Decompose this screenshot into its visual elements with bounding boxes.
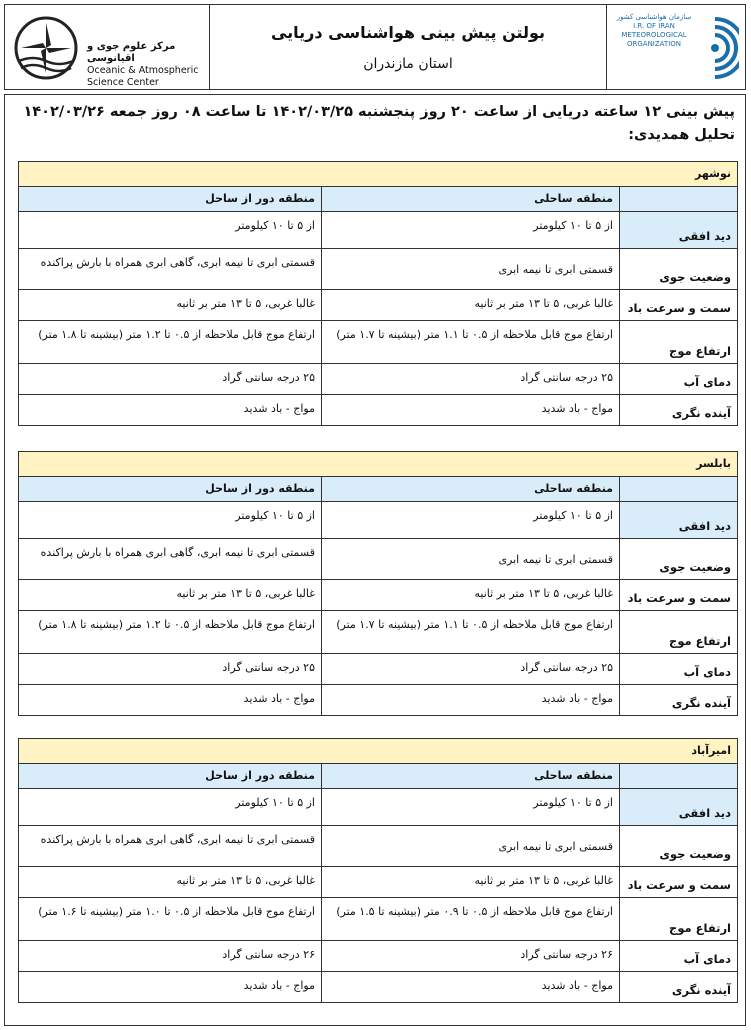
offshore-column-header: منطقه دور از ساحل <box>19 477 321 501</box>
column-header-row <box>19 187 737 212</box>
offshore-wave: ارتفاع موج قابل ملاحظه از ۰.۵ تا ۱.۰ متر (بیشینه تا ۱.۶ متر) <box>38 905 315 918</box>
row-label-visibility: دید افقی <box>619 212 737 248</box>
offshore-water-temp: ۲۵ درجه سانتی گراد <box>222 371 315 384</box>
row-label-outlook: آینده نگری <box>619 972 737 1002</box>
coastal-outlook: مواج - باد شدید <box>321 685 619 715</box>
row-label-wind: سمت و سرعت باد <box>619 867 737 897</box>
offshore-column-header: منطقه دور از ساحل <box>19 764 321 788</box>
coastal-visibility: از ۵ تا ۱۰ کیلومتر <box>321 212 619 248</box>
header-blank-cell <box>619 764 737 788</box>
row-label-visibility: دید افقی <box>619 502 737 538</box>
ocean-center-name-fa: مرکز علوم جوی و اقیانوسی <box>87 41 176 64</box>
coastal-wind: غالبا غربی، ۵ تا ۱۳ متر بر ثانیه <box>321 867 619 897</box>
coastal-wind: غالبا غربی، ۵ تا ۱۳ متر بر ثانیه <box>321 580 619 610</box>
met-org-block <box>607 5 745 89</box>
ocean-center-name-en-1: Oceanic & Atmospheric <box>87 65 199 76</box>
row-label-wind: سمت و سرعت باد <box>619 290 737 320</box>
met-org-name <box>615 13 693 49</box>
offshore-weather: قسمتی ابری تا نیمه ابری، گاهی ابری همراه با بارش پراکنده <box>40 546 315 559</box>
met-org-name-fa: سازمان هواشناسی کشور <box>616 13 692 21</box>
coastal-wave: ارتفاع موج قابل ملاحظه از ۰.۵ تا ۱.۱ متر (بیشینه تا ۱.۷ متر) <box>321 611 619 653</box>
offshore-visibility: از ۵ تا ۱۰ کیلومتر <box>235 219 315 232</box>
row-label-water-temp: دمای آب <box>619 654 737 684</box>
offshore-wave: ارتفاع موج قابل ملاحظه از ۰.۵ تا ۱.۲ متر (بیشینه تا ۱.۸ متر) <box>38 328 315 341</box>
met-org-name-en-3: ORGANIZATION <box>626 40 681 48</box>
ocean-center-block <box>5 5 210 89</box>
ocean-center-name-en-2: Science Center <box>87 77 159 88</box>
row-label-wind: سمت و سرعت باد <box>619 580 737 610</box>
row-label-wave: ارتفاع موج <box>619 611 737 653</box>
table-row-water-temp <box>19 364 737 395</box>
table-row-outlook <box>19 685 737 715</box>
offshore-wind: غالبا غربی، ۵ تا ۱۳ متر بر ثانیه <box>176 874 315 887</box>
station-table-babolsar <box>18 451 738 716</box>
offshore-outlook: مواج - باد شدید <box>243 402 315 415</box>
table-row-water-temp <box>19 941 737 972</box>
station-table-nowshahr <box>18 161 738 426</box>
coastal-water-temp: ۲۵ درجه سانتی گراد <box>321 364 619 394</box>
table-row-outlook <box>19 395 737 425</box>
met-org-name-en-2: METEOROLOGICAL <box>621 31 687 39</box>
offshore-outlook: مواج - باد شدید <box>243 692 315 705</box>
table-row-visibility <box>19 502 737 539</box>
met-org-name-en-1: I.R. OF IRAN <box>633 22 675 30</box>
row-label-weather: وضعیت جوی <box>619 826 737 866</box>
table-row-weather <box>19 826 737 867</box>
station-table-amirabad <box>18 738 738 1003</box>
row-label-wave: ارتفاع موج <box>619 898 737 940</box>
province-name: استان مازندران <box>363 56 453 72</box>
table-row-wind <box>19 580 737 611</box>
row-label-weather: وضعیت جوی <box>619 249 737 289</box>
coastal-visibility: از ۵ تا ۱۰ کیلومتر <box>321 789 619 825</box>
met-org-logo-icon <box>691 13 739 83</box>
ocean-center-logo-icon <box>13 15 79 81</box>
header-blank-cell <box>619 187 737 211</box>
row-label-outlook: آینده نگری <box>619 685 737 715</box>
row-label-wave: ارتفاع موج <box>619 321 737 363</box>
station-name: امیرآباد <box>19 739 737 764</box>
row-label-water-temp: دمای آب <box>619 941 737 971</box>
station-name: نوشهر <box>19 162 737 187</box>
coastal-weather: قسمتی ابری تا نیمه ابری <box>321 539 619 579</box>
table-row-weather <box>19 249 737 290</box>
column-header-row <box>19 477 737 502</box>
table-row-visibility <box>19 212 737 249</box>
bulletin-title: بولتن پیش بینی هواشناسی دریایی <box>270 23 546 42</box>
row-label-outlook: آینده نگری <box>619 395 737 425</box>
table-row-wave <box>19 321 737 364</box>
row-label-weather: وضعیت جوی <box>619 539 737 579</box>
coastal-water-temp: ۲۶ درجه سانتی گراد <box>321 941 619 971</box>
offshore-visibility: از ۵ تا ۱۰ کیلومتر <box>235 796 315 809</box>
coastal-weather: قسمتی ابری تا نیمه ابری <box>321 826 619 866</box>
coastal-weather: قسمتی ابری تا نیمه ابری <box>321 249 619 289</box>
header-blank-cell <box>619 477 737 501</box>
synoptic-analysis-label: تحلیل همدیدی: <box>628 127 735 143</box>
table-row-outlook <box>19 972 737 1002</box>
row-label-visibility: دید افقی <box>619 789 737 825</box>
coastal-wave: ارتفاع موج قابل ملاحظه از ۰.۵ تا ۰.۹ متر (بیشینه تا ۱.۵ متر) <box>321 898 619 940</box>
coastal-wind: غالبا غربی، ۵ تا ۱۳ متر بر ثانیه <box>321 290 619 320</box>
bulletin-header <box>4 4 746 90</box>
ocean-center-name <box>87 41 209 89</box>
coastal-column-header: منطقه ساحلی <box>321 477 619 501</box>
table-row-wind <box>19 867 737 898</box>
offshore-wind: غالبا غربی، ۵ تا ۱۳ متر بر ثانیه <box>176 587 315 600</box>
column-header-row <box>19 764 737 789</box>
table-row-water-temp <box>19 654 737 685</box>
title-block <box>210 5 607 89</box>
coastal-outlook: مواج - باد شدید <box>321 395 619 425</box>
coastal-visibility: از ۵ تا ۱۰ کیلومتر <box>321 502 619 538</box>
offshore-wind: غالبا غربی، ۵ تا ۱۳ متر بر ثانیه <box>176 297 315 310</box>
coastal-column-header: منطقه ساحلی <box>321 187 619 211</box>
coastal-outlook: مواج - باد شدید <box>321 972 619 1002</box>
coastal-water-temp: ۲۵ درجه سانتی گراد <box>321 654 619 684</box>
station-name: بابلسر <box>19 452 737 477</box>
offshore-water-temp: ۲۵ درجه سانتی گراد <box>222 661 315 674</box>
bulletin-body <box>4 94 746 1026</box>
table-row-wave <box>19 898 737 941</box>
table-row-wave <box>19 611 737 654</box>
offshore-column-header: منطقه دور از ساحل <box>19 187 321 211</box>
offshore-water-temp: ۲۶ درجه سانتی گراد <box>222 948 315 961</box>
coastal-column-header: منطقه ساحلی <box>321 764 619 788</box>
offshore-weather: قسمتی ابری تا نیمه ابری، گاهی ابری همراه با بارش پراکنده <box>40 256 315 269</box>
row-label-water-temp: دمای آب <box>619 364 737 394</box>
offshore-weather: قسمتی ابری تا نیمه ابری، گاهی ابری همراه با بارش پراکنده <box>40 833 315 846</box>
offshore-wave: ارتفاع موج قابل ملاحظه از ۰.۵ تا ۱.۲ متر (بیشینه تا ۱.۸ متر) <box>38 618 315 631</box>
coastal-wave: ارتفاع موج قابل ملاحظه از ۰.۵ تا ۱.۱ متر (بیشینه تا ۱.۷ متر) <box>321 321 619 363</box>
offshore-outlook: مواج - باد شدید <box>243 979 315 992</box>
offshore-visibility: از ۵ تا ۱۰ کیلومتر <box>235 509 315 522</box>
table-row-wind <box>19 290 737 321</box>
forecast-title: پیش بینی ۱۲ ساعته دریایی از ساعت ۲۰ روز پنجشنبه ۱۴۰۲/۰۳/۲۵ تا ساعت ۰۸ روز جمعه ۱۴۰۲/۰۳/۲۶ <box>23 104 735 120</box>
table-row-weather <box>19 539 737 580</box>
table-row-visibility <box>19 789 737 826</box>
